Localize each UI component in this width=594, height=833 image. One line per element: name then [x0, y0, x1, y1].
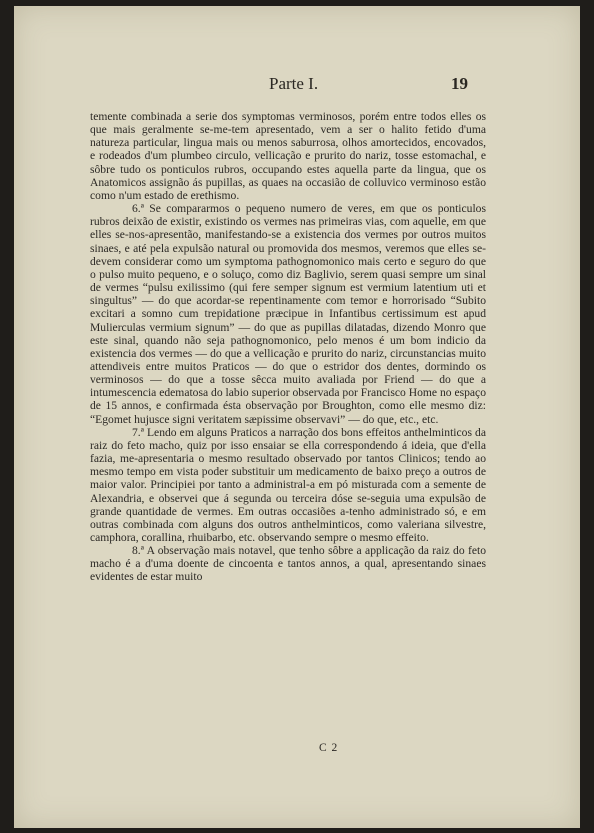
body-text	[90, 110, 486, 584]
paragraph-7: 7.ª Lendo em alguns Praticos a narração dos bons effeitos anthelminticos da raiz do feto macho, quiz por isso ensaiar se ella correspondendo á ideia, que d'ella fazia, me-apresentaria o mesmo resultado observado por tantos Clinicos; tendo ao mesmo tempo em vista poder substituir um medicamento de baixo preço a outros de maior valor. Principiei por tanto a administral-a em pó misturada com a semente de Alexandria, e observei que á segunda ou terceira dóse se-seguia uma expulsão de grande quantidade de vermes. Em outras occasiões a-tenho administrado só, e em outras combinada com alguns dos outros anthelminticos, como valeriana silvestre, camphora, corallina, rhuibarbo, etc. observando sempre o mesmo effeito.	[90, 425, 486, 544]
signature-mark: C 2	[319, 742, 339, 754]
page-number: 19	[451, 74, 468, 93]
page-header	[14, 74, 580, 98]
paragraph-continuation: temente combinada a serie dos symptomas verminosos, porém entre todos elles os que mais geralmente se-me-tem apresentado, vem a ser o halito fetido d'uma natureza particular, lingua mais ou menos saburrosa, olhos amortecidos, encovados, e rodeados d'um plumbeo circulo, vellicação e prurito do nariz, tosse estomachal, e sôbre tudo os ponticulos rubros, occupando estes aquella parte da lingua, que os Anatomicos assignão ás pupillas, as quaes na occasião de colluvico verminoso estão como n'um estado de erethismo.	[90, 110, 486, 202]
running-head: Parte I.	[269, 74, 319, 93]
paragraph-8: 8.ª A observação mais notavel, que tenho sôbre a applicação da raiz do feto macho é a d'uma doente de cincoenta e tantos annos, a qual, apresentando sinaes evidentes de estar muito	[90, 544, 486, 584]
paragraph-6: 6.ª Se compararmos o pequeno numero de veres, em que os ponticulos rubros deixão de existir, existindo os vermes nas primeiras vias, com aquelle, em que elles se-nos-apresentão, manifestando-se a existencia dos vermes por outros muitos sinaes, e até pela expulsão natural ou promovida dos mesmos, veremos que elles se-devem considerar como um symptoma pathognomonico mais certo e seguro do que o pulso muito pequeno, e o soluço, como diz Baglivio, serem quasi sempre um sinal de vermes “pulsu exilissimo (qui fere semper signum est vermium latentium uti et singultus” — do que acordar-se repentinamente com temor e horrorisado “Subito excitari a somno cum trepidatione præcipue in Infantibus certissimum est apud Mulierculas vermium signum” — do que as pupillas dilatadas, dizendo Monro que este sinal, quando não seja pathognomonico, pelo menos é um bom indicio da existencia dos vermes — do que a vellicação e prurito do nariz, circunstancias muito attendiveis entre muitos Praticos — do que o estridor dos dentes, dormindo os verminosos — do que a tosse sêcca muito avaliada por Friend — do que a intumescencia edematosa do labio superior observada por Francisco Home no espaço de 15 annos, e confirmada ésta observação por Broughton, como elle mesmo diz: “Egomet hujusce signi veritatem sæpissime observavi” — do que, etc., etc.	[90, 202, 486, 426]
book-page	[14, 6, 580, 828]
